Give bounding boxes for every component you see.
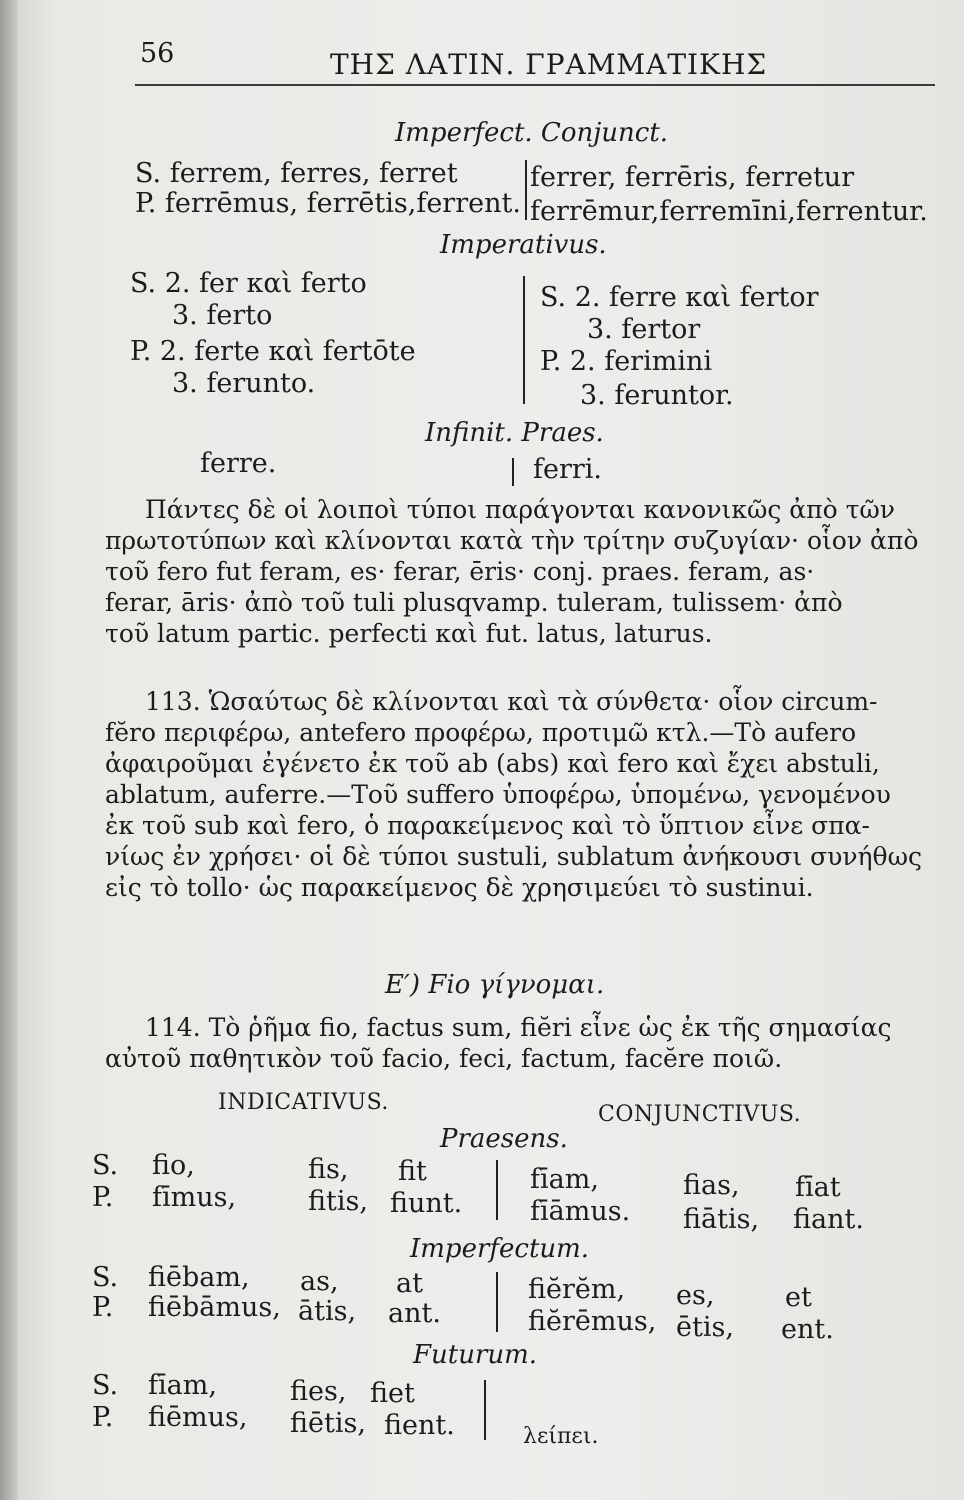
- column-divider: [496, 1160, 498, 1220]
- mood-label-p: P.: [92, 1402, 114, 1433]
- column-divider: [512, 458, 514, 486]
- form-cell: fiĕrĕm,: [528, 1274, 626, 1305]
- heading-conjunctivus: CONJUNCTIVUS.: [598, 1102, 802, 1127]
- form-cell: fīmus,: [152, 1182, 237, 1213]
- mood-label-s: S.: [92, 1262, 119, 1293]
- text-line: 114. Τὸ ῥῆμα fio, factus sum, fiĕri εἶνε ὡς ἐκ τῆς σημασίας: [145, 1013, 892, 1042]
- heading-futurum: Futurum.: [413, 1340, 538, 1370]
- heading-infinit-praes: Infinit. Praes.: [425, 418, 604, 448]
- form-cell: fīat: [795, 1172, 841, 1203]
- form-cell: at: [396, 1268, 423, 1299]
- form-cell: fīam,: [148, 1370, 217, 1401]
- mood-label-s: S.: [92, 1370, 119, 1401]
- text-line: fĕro περιφέρω, antefero προφέρω, προτιμῶ κτλ.—Τὸ aufero: [105, 718, 857, 747]
- heading-indicativus: INDICATIVUS.: [218, 1090, 389, 1115]
- text-line: νίως ἐν χρήσει· οἱ δὲ τύποι sustuli, sublatum ἀνήκουσι συνήθως: [105, 842, 922, 871]
- text-line: ἀφαιροῦμαι ἐγένετο ἐκ τοῦ ab (abs) καὶ fero καὶ ἔχει abstuli,: [105, 749, 880, 778]
- form-cell: fiētis,: [290, 1408, 366, 1439]
- form-cell: fiet: [370, 1378, 415, 1409]
- text-line: 113. Ὡσαύτως δὲ κλίνονται καὶ τὰ σύνθετα· οἷον circum-: [145, 687, 878, 716]
- text-line: εἰς τὸ tollo· ὡς παρακείμενος δὲ χρησιμεύει τὸ sustinui.: [105, 873, 814, 902]
- text-line: πρωτοτύπων καὶ κλίνονται κατὰ τὴν τρίτην συζυγίαν· οἷον ἀπὸ: [105, 526, 919, 555]
- column-divider: [484, 1380, 486, 1440]
- imperfect-active-plural: P. ferrēmus, ferrētis,ferrent.: [135, 188, 521, 219]
- heading-section-e-fio: E′) Fio γίγνομαι.: [385, 970, 605, 1000]
- heading-imperfectum: Imperfectum.: [410, 1234, 590, 1264]
- paragraph-derived-forms: [105, 494, 918, 649]
- heading-imperativus: Imperativus.: [440, 230, 607, 260]
- text-line: τοῦ latum partic. perfecti καὶ fut. latus, laturus.: [105, 619, 713, 648]
- form-cell: fiēbāmus,: [148, 1292, 281, 1323]
- imperative-active-line: 3. ferunto.: [172, 368, 316, 399]
- form-cell: fient.: [384, 1410, 455, 1441]
- header-rule: [135, 84, 935, 86]
- heading-imperfect-conjunct: Imperfect. Conjunct.: [395, 118, 669, 148]
- heading-praesens: Praesens.: [440, 1124, 568, 1154]
- paragraph-114: [105, 1012, 891, 1074]
- form-cell: fīāmus.: [530, 1196, 631, 1227]
- paragraph-113: [105, 686, 922, 903]
- form-cell: es,: [676, 1280, 715, 1311]
- page-number: 56: [140, 38, 175, 69]
- page-edge-shadow: [0, 0, 18, 1500]
- form-cell: fitis,: [308, 1186, 368, 1217]
- form-cell: fies,: [290, 1376, 347, 1407]
- imperfect-active-singular: S. ferrem, ferres, ferret: [135, 158, 458, 189]
- imperative-passive-line: 3. feruntor.: [580, 380, 734, 411]
- text-line: Πάντες δὲ οἱ λοιποὶ τύποι παράγονται κανονικῶς ἀπὸ τῶν: [145, 495, 895, 524]
- mood-label-p: P.: [92, 1292, 114, 1323]
- imperfect-passive-singular: ferrer, ferrēris, ferretur: [530, 162, 855, 193]
- text-line: αὐτοῦ παθητικὸν τοῦ facio, feci, factum, facĕre ποιῶ.: [105, 1044, 783, 1073]
- form-cell: fias,: [683, 1170, 740, 1201]
- form-cell: fiēmus,: [148, 1402, 248, 1433]
- form-cell: fio,: [152, 1150, 195, 1181]
- imperative-active-line: S. 2. fer καὶ ferto: [130, 268, 367, 299]
- imperfect-passive-plural: ferrēmur,ferremīni,ferrentur.: [530, 196, 928, 227]
- mood-label-p: P.: [92, 1182, 114, 1213]
- infinitive-passive: ferri.: [533, 454, 603, 485]
- running-title: ΤΗΣ ΛΑΤΙΝ. ΓΡΑΜΜΑΤΙΚΗΣ: [330, 48, 768, 81]
- column-divider: [496, 1272, 498, 1332]
- column-divider: [525, 160, 527, 220]
- form-cell: fiēbam,: [148, 1262, 250, 1293]
- mood-label-s: S.: [92, 1150, 119, 1181]
- form-cell: et: [785, 1282, 812, 1313]
- text-line: ablatum, auferre.—Τοῦ suffero ὑποφέρω, ὑπομένω, γενομένου: [105, 780, 891, 809]
- form-cell: fiĕrēmus,: [528, 1306, 657, 1337]
- form-cell: fis,: [308, 1154, 349, 1185]
- form-cell: ētis,: [676, 1312, 734, 1343]
- text-line: ferar, āris· ἀπὸ τοῦ tuli plusqvamp. tuleram, tulissem· ἀπὸ: [105, 588, 843, 617]
- form-cell: fīam,: [530, 1164, 599, 1195]
- imperative-passive-line: P. 2. ferimini: [540, 346, 712, 377]
- infinitive-active: ferre.: [200, 448, 277, 479]
- form-cell: fiātis,: [683, 1204, 760, 1235]
- form-cell: fit: [398, 1156, 427, 1187]
- text-line: ἐκ τοῦ sub καὶ fero, ὁ παρακείμενος καὶ τὸ ὕπτιον εἶνε σπα-: [105, 811, 870, 840]
- form-cell: fiant.: [793, 1204, 864, 1235]
- form-cell: as,: [300, 1266, 339, 1297]
- imperative-active-line: P. 2. ferte καὶ fertōte: [130, 336, 416, 367]
- form-cell: fiunt.: [390, 1188, 463, 1219]
- imperative-active-line: 3. ferto: [172, 300, 273, 331]
- missing-note: λείπει.: [523, 1424, 599, 1449]
- text-line: τοῦ fero fut feram, es· ferar, ēris· conj. praes. feram, as·: [105, 557, 815, 586]
- form-cell: ātis,: [298, 1296, 357, 1327]
- column-divider: [523, 276, 525, 404]
- imperative-passive-line: S. 2. ferre καὶ fertor: [540, 282, 819, 313]
- imperative-passive-line: 3. fertor: [587, 314, 701, 345]
- form-cell: ent.: [781, 1314, 834, 1345]
- form-cell: ant.: [388, 1298, 441, 1329]
